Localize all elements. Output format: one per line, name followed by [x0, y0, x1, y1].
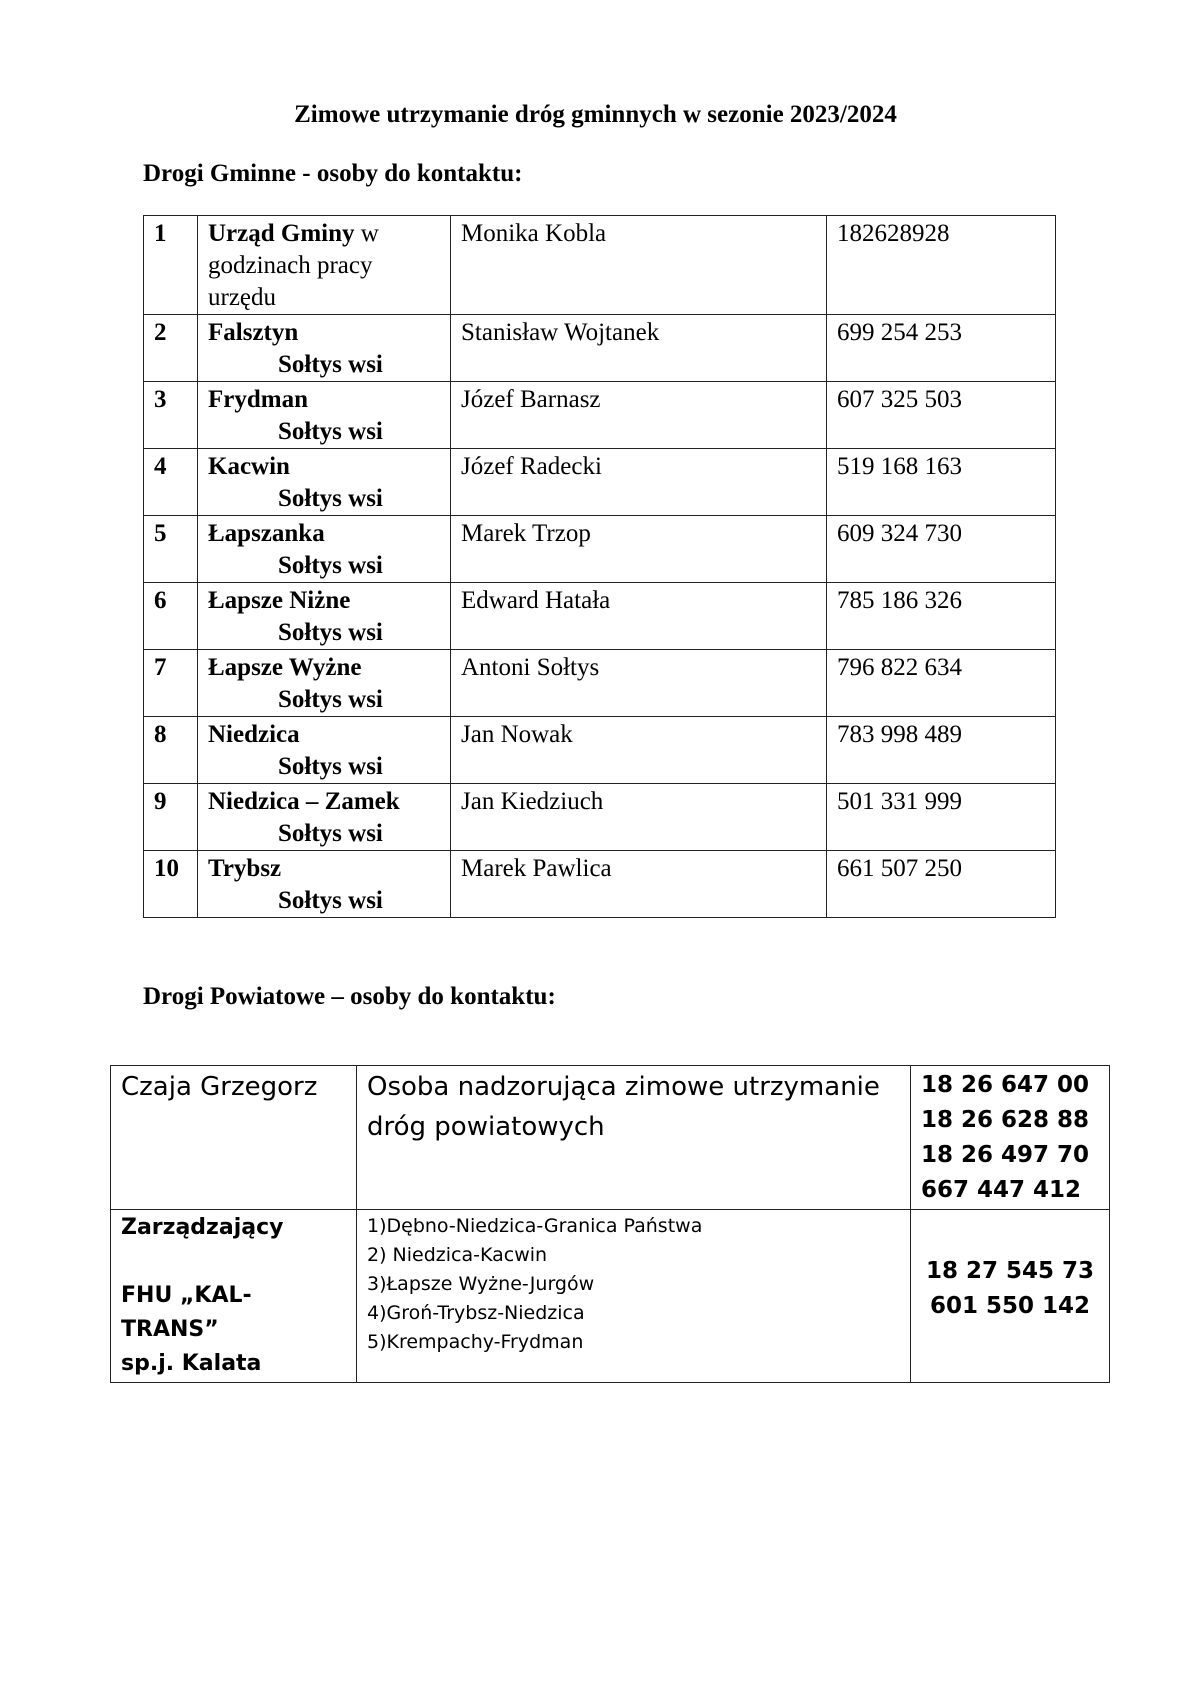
place-role: Sołtys wsi: [278, 418, 383, 445]
phone-number: 18 26 647 00: [921, 1072, 1090, 1098]
list-item: 3)Łapsze Wyżne-Jurgów: [367, 1273, 595, 1295]
place-role: Sołtys wsi: [278, 351, 383, 378]
phone-number: 699 254 253: [827, 315, 1056, 382]
place-cell: [198, 851, 451, 918]
row-number: 9: [144, 784, 198, 851]
section-heading-powiatowe: Drogi Powiatowe – osoby do kontaktu:: [143, 983, 556, 1010]
place-name: Trybsz: [208, 855, 282, 882]
company-name: FHU „KAL-TRANS”: [121, 1283, 252, 1342]
phone-number: 18 26 628 88: [921, 1107, 1090, 1133]
row-number: 5: [144, 516, 198, 583]
phone-number: 785 186 326: [827, 583, 1056, 650]
contact-person: Marek Pawlica: [451, 851, 827, 918]
table-row: [144, 382, 1056, 449]
phone-number: 607 325 503: [827, 382, 1056, 449]
gminne-contacts-table: [143, 215, 1056, 918]
phone-number: 661 507 250: [827, 851, 1056, 918]
phone-number: 601 550 142: [929, 1292, 1091, 1319]
table-row: [144, 851, 1056, 918]
phone-number: 18 26 497 70: [921, 1142, 1090, 1168]
place-role: Sołtys wsi: [278, 753, 383, 780]
place-name: Frydman: [208, 386, 308, 413]
place-name: Łapsze Niżne: [208, 587, 351, 614]
company-name-line2: sp.j. Kalata: [121, 1351, 262, 1376]
contact-person: Monika Kobla: [451, 216, 827, 315]
place-role: Sołtys wsi: [278, 485, 383, 512]
list-item: 1)Dębno-Niedzica-Granica Państwa: [367, 1215, 703, 1237]
contact-person: Jan Nowak: [451, 717, 827, 784]
table-row: [144, 717, 1056, 784]
phone-number: 667 447 412: [921, 1177, 1082, 1203]
place-role: Sołtys wsi: [278, 619, 383, 646]
place-name: Niedzica – Zamek: [208, 788, 400, 815]
contact-person: Józef Radecki: [451, 449, 827, 516]
place-name: Łapsze Wyżne: [208, 654, 362, 681]
contact-person: Edward Hatała: [451, 583, 827, 650]
contact-person: Józef Barnasz: [451, 382, 827, 449]
table-row: [144, 583, 1056, 650]
row-number: 7: [144, 650, 198, 717]
row-number: 10: [144, 851, 198, 918]
manager-cell: [111, 1210, 357, 1383]
place-cell: [198, 784, 451, 851]
supervisor-role: Osoba nadzorująca zimowe utrzymanie dróg powiatowych: [357, 1066, 911, 1210]
phone-number: 519 168 163: [827, 449, 1056, 516]
phone-number: 501 331 999: [827, 784, 1056, 851]
place-cell: [198, 382, 451, 449]
row-number: 2: [144, 315, 198, 382]
manager-phones: [911, 1210, 1110, 1383]
place-cell: [198, 650, 451, 717]
table-row: [144, 449, 1056, 516]
list-item: 4)Groń-Trybsz-Niedzica: [367, 1302, 585, 1324]
place-cell: [198, 583, 451, 650]
table-row: [144, 784, 1056, 851]
section-heading-gminne: Drogi Gminne - osoby do kontaktu:: [143, 160, 523, 187]
row-number: 4: [144, 449, 198, 516]
place-role: Sołtys wsi: [278, 887, 383, 914]
phone-number: 182628928: [827, 216, 1056, 315]
table-row: [111, 1066, 1110, 1210]
document-title: Zimowe utrzymanie dróg gminnych w sezonie 2023/2024: [294, 101, 897, 128]
place-role: Sołtys wsi: [278, 686, 383, 713]
contact-person: Stanisław Wojtanek: [451, 315, 827, 382]
place-cell: [198, 717, 451, 784]
place-role: Sołtys wsi: [278, 820, 383, 847]
contact-person: Antoni Sołtys: [451, 650, 827, 717]
phone-number: 796 822 634: [827, 650, 1056, 717]
place-name: Kacwin: [208, 453, 290, 480]
place-cell: [198, 449, 451, 516]
powiatowe-contacts-table: [110, 1065, 1110, 1383]
place-role: Sołtys wsi: [278, 552, 383, 579]
place-cell: [198, 216, 451, 315]
place-suffix: w godzinach pracy urzędu: [208, 220, 379, 311]
row-number: 3: [144, 382, 198, 449]
table-row: [111, 1210, 1110, 1383]
contact-person: Marek Trzop: [451, 516, 827, 583]
row-number: 8: [144, 717, 198, 784]
place-name: Niedzica: [208, 721, 300, 748]
place-name: Urząd Gminy: [208, 220, 355, 247]
supervisor-name: Czaja Grzegorz: [111, 1066, 357, 1210]
phone-number: 609 324 730: [827, 516, 1056, 583]
table-row: [144, 650, 1056, 717]
place-name: Łapszanka: [208, 520, 325, 547]
table-row: [144, 315, 1056, 382]
phone-number: 783 998 489: [827, 717, 1056, 784]
table-row: [144, 216, 1056, 315]
row-number: 6: [144, 583, 198, 650]
place-name: Falsztyn: [208, 319, 299, 346]
list-item: 2) Niedzica-Kacwin: [367, 1244, 548, 1266]
phone-number: 18 27 545 73: [925, 1257, 1095, 1284]
row-number: 1: [144, 216, 198, 315]
place-cell: [198, 315, 451, 382]
roads-list: [357, 1210, 911, 1383]
list-item: 5)Krempachy-Frydman: [367, 1331, 584, 1353]
table-row: [144, 516, 1056, 583]
place-cell: [198, 516, 451, 583]
manager-label: Zarządzający: [121, 1215, 284, 1240]
supervisor-phones: [911, 1066, 1110, 1210]
contact-person: Jan Kiedziuch: [451, 784, 827, 851]
